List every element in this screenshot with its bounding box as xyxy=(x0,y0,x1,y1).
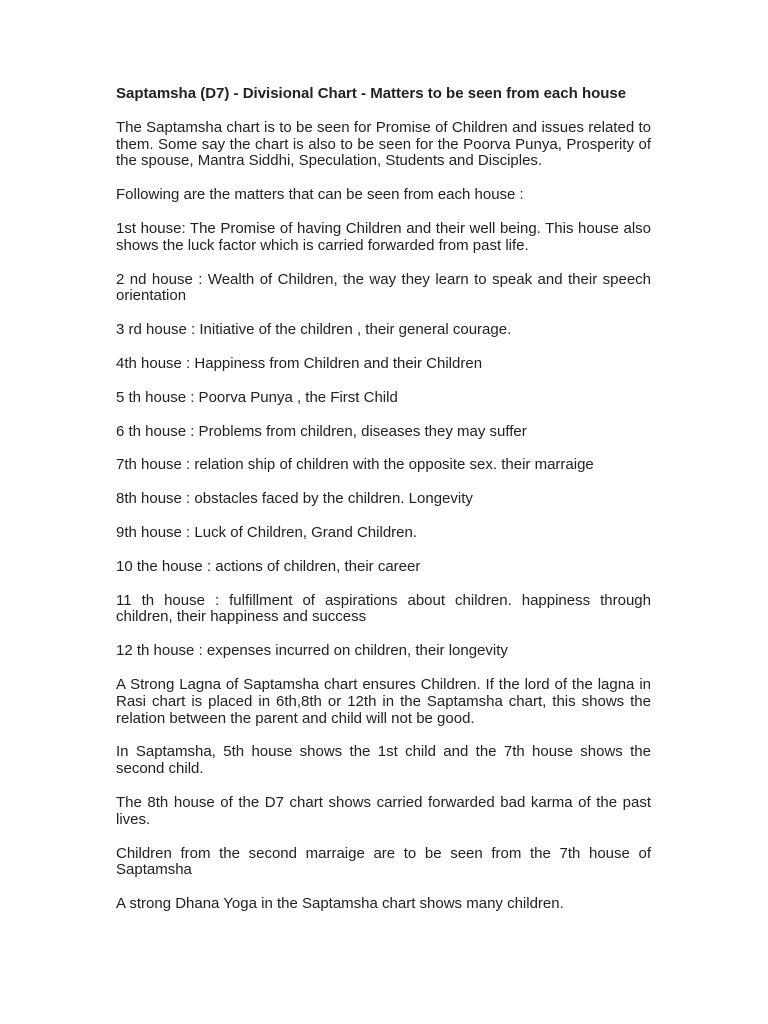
house-8-paragraph: 8th house : obstacles faced by the children. Longevity xyxy=(116,490,473,508)
house-2-paragraph: 2 nd house : Wealth of Children, the way they learn to speak and their speech orientation xyxy=(116,270,651,305)
note-strong-lagna: A Strong Lagna of Saptamsha chart ensures Children. If the lord of the lagna in Rasi chart is placed in 6th,8th or 12th in the Saptamsha chart, this shows the relation between the parent and child will not be good. xyxy=(116,675,651,727)
note-first-second-child: In Saptamsha, 5th house shows the 1st child and the 7th house shows the second child. xyxy=(116,743,651,778)
house-4-paragraph: 4th house : Happiness from Children and their Children xyxy=(116,354,483,372)
house-9-paragraph: 9th house : Luck of Children, Grand Children. xyxy=(116,523,418,541)
house-5-paragraph: 5 th house : Poorva Punya , the First Child xyxy=(116,388,398,406)
document-title: Saptamsha (D7) - Divisional Chart - Matters to be seen from each house xyxy=(116,85,627,102)
house-6-paragraph: 6 th house : Problems from children, diseases they may suffer xyxy=(116,422,527,440)
note-bad-karma: The 8th house of the D7 chart shows carried forwarded bad karma of the past lives. xyxy=(116,793,651,828)
following-paragraph: Following are the matters that can be seen from each house : xyxy=(116,186,524,204)
document-page xyxy=(116,86,651,913)
intro-paragraph: The Saptamsha chart is to be seen for Promise of Children and issues related to them. Some say the chart is also to be seen for the Poorva Punya, Prosperity of the spouse, Mantra Siddhi, Speculation, Students and Disciples. xyxy=(116,118,651,170)
house-7-paragraph: 7th house : relation ship of children with the opposite sex. their marraige xyxy=(116,456,594,474)
note-second-marriage: Children from the second marraige are to be seen from the 7th house of Saptamsha xyxy=(116,844,651,879)
house-10-paragraph: 10 the house : actions of children, their career xyxy=(116,557,421,575)
house-3-paragraph: 3 rd house : Initiative of the children , their general courage. xyxy=(116,321,512,339)
house-1-paragraph: 1st house: The Promise of having Children and their well being. This house also shows the luck factor which is carried forwarded from past life. xyxy=(116,219,651,254)
house-12-paragraph: 12 th house : expenses incurred on children, their longevity xyxy=(116,642,508,660)
house-11-paragraph: 11 th house : fulfillment of aspirations about children. happiness through children, their happiness and success xyxy=(116,591,651,626)
note-dhana-yoga: A strong Dhana Yoga in the Saptamsha chart shows many children. xyxy=(116,895,564,913)
